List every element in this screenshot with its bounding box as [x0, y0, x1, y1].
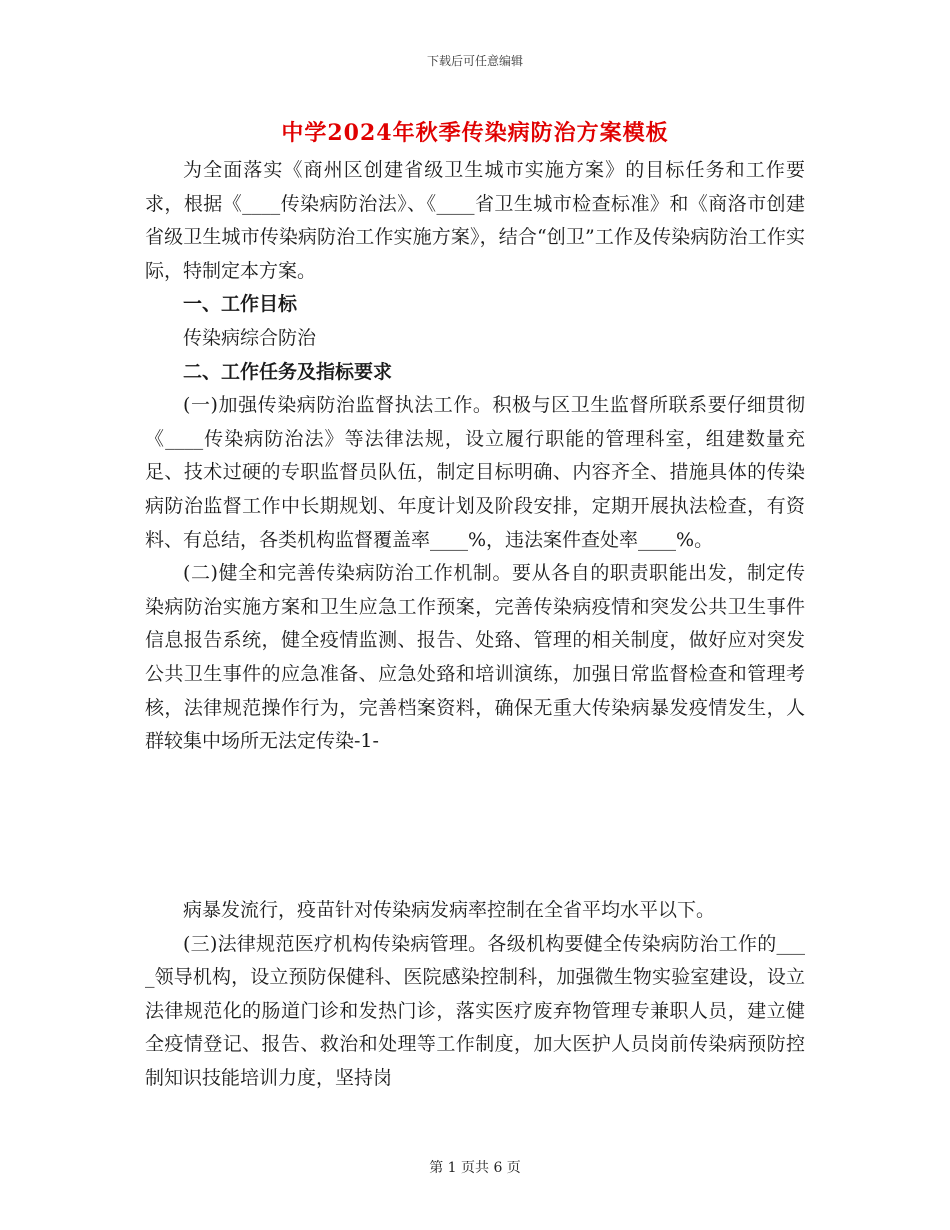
goal-paragraph: 传染病综合防治	[183, 326, 317, 349]
task-2-continued-paragraph: 病暴发流行，疫苗针对传染病发病率控制在全省平均水平以下。	[183, 899, 716, 921]
task-2-paragraph: (二)健全和完善传染病防治工作机制。要从各自的职责职能出发，制定传染病防治实施方案和卫生应急工作预案，完善传染病疫情和突发公共卫生事件信息报告系统，健全疫情监测、报告、处臵、管理的相关制度，做好应对突发公共卫生事件的应急准备、应急处臵和培训演练，加强日常监督检查和管理考核，法律规范操作行为，完善档案资料，确保无重大传染病暴发疫情发生，人群较集中场所无法定传染-1-	[145, 562, 805, 753]
document-body-part-2	[145, 894, 805, 1096]
task-3-paragraph: (三)法律规范医疗机构传染病管理。各级机构要健全传染病防治工作的____领导机构，设立预防保健科、医院感染控制科，加强微生物实验室建设，设立法律规范化的肠道门诊和发热门诊，落实医疗废弃物管理专兼职人员，建立健全疫情登记、报告、救治和处理等工作制度，加大医护人员岗前传染病预防控制知识技能培训力度，坚持岗	[145, 932, 805, 1089]
page-header: 下载后可任意编辑	[426, 54, 523, 68]
section-heading-goals: 一、工作目标	[183, 293, 298, 316]
page-number: 第 1 页共 6 页	[429, 1160, 521, 1176]
section-heading-tasks: 二、工作任务及指标要求	[183, 360, 393, 383]
document-body-part-1	[145, 154, 805, 759]
intro-paragraph: 为全面落实《商州区创建省级卫生城市实施方案》的目标任务和工作要求，根据《____传染病防治法》、《____省卫生城市检查标准》和《商洛市创建省级卫生城市传染病防治工作实施方案》，结合“创卫”工作及传染病防治工作实际，特制定本方案。	[145, 159, 805, 282]
task-1-paragraph: (一)加强传染病防治监督执法工作。积极与区卫生监督所联系要仔细贯彻《____传染病防治法》等法律法规，设立履行职能的管理科室，组建数量充足、技术过硬的专职监督员队伍，制定目标明确、内容齐全、措施具体的传染病防治监督工作中长期规划、年度计划及阶段安排，定期开展执法检查，有资料、有总结，各类机构监督覆盖率____%，违法案件查处率____%。	[145, 394, 805, 551]
document-title: 中学2024年秋季传染病防治方案模板	[281, 120, 669, 146]
